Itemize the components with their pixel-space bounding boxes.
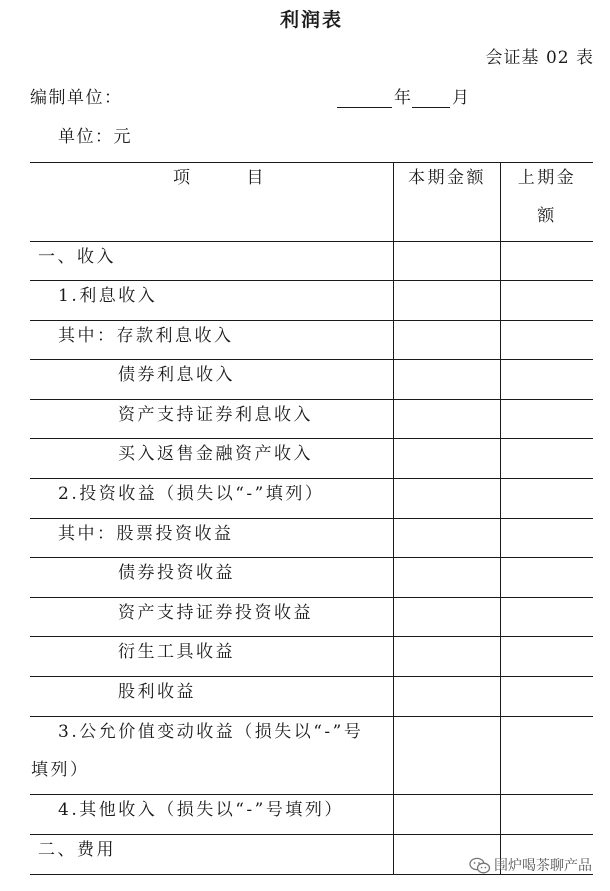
prior-period-value-cell [500, 321, 593, 361]
current-period-value-cell [393, 479, 500, 519]
document-title: 利润表 [279, 9, 343, 31]
current-period-value-cell [393, 242, 500, 282]
header-prior-period-cell [500, 163, 593, 242]
header-current-period: 本期金额 [408, 167, 486, 188]
prior-period-value-cell [500, 598, 593, 638]
row-label-cell [30, 360, 393, 400]
currency-unit-label: 单位：元 [58, 127, 132, 147]
row-label: 一、收入 [38, 246, 116, 267]
row-label: 4.其他收入（损失以“-”号填列） [58, 799, 344, 820]
row-label-cell [30, 242, 393, 282]
row-label-cell [30, 519, 393, 559]
current-period-value-cell [393, 400, 500, 440]
preparer-label: 编制单位： [30, 88, 123, 108]
row-label: 其中：存款利息收入 [58, 325, 234, 346]
wechat-icon [469, 857, 491, 875]
row-label: 资产支持证券投资收益 [118, 602, 313, 623]
header-current-period-cell [393, 163, 500, 242]
row-label-cell [30, 835, 393, 875]
row-label: 2.投资收益（损失以“-”填列） [58, 484, 325, 505]
year-label: 年 [394, 88, 413, 108]
month-label: 月 [452, 88, 471, 108]
row-label-line-1: 3.公允价值变动收益（损失以“-”号 [58, 721, 364, 742]
prior-period-value-cell [500, 360, 593, 400]
row-label-cell [30, 439, 393, 479]
prior-period-value-cell [500, 281, 593, 321]
month-blank-line [412, 88, 450, 108]
header-item-cell [30, 163, 393, 242]
current-period-value-cell [393, 360, 500, 400]
income-statement-table [30, 162, 593, 875]
prior-period-value-cell [500, 558, 593, 598]
row-label: 买入返售金融资产收入 [118, 444, 313, 465]
current-period-value-cell [393, 439, 500, 479]
header-item: 项 目 [173, 167, 266, 188]
prior-period-value-cell [500, 637, 593, 677]
watermark-text: 围炉喝茶聊产品 [494, 858, 592, 874]
row-label-cell [30, 281, 393, 321]
row-label: 衍生工具收益 [118, 642, 235, 663]
current-period-value-cell [393, 321, 500, 361]
row-label-cell [30, 321, 393, 361]
current-period-value-cell [393, 677, 500, 717]
row-label: 二、费用 [38, 839, 116, 860]
row-label-cell [30, 598, 393, 638]
current-period-value-cell [393, 717, 500, 795]
prior-period-value-cell [500, 717, 593, 795]
row-label: 股利收益 [118, 682, 196, 703]
current-period-value-cell [393, 598, 500, 638]
row-label: 债券利息收入 [118, 365, 235, 386]
row-label-cell [30, 400, 393, 440]
prior-period-value-cell [500, 439, 593, 479]
row-label-cell [30, 677, 393, 717]
row-label-line-2: 填列） [31, 759, 90, 780]
form-code: 会证基 02 表 [485, 48, 594, 68]
row-label-cell [30, 717, 393, 795]
current-period-value-cell [393, 637, 500, 677]
prior-period-value-cell [500, 677, 593, 717]
row-label: 资产支持证券利息收入 [118, 404, 313, 425]
row-label-cell [30, 795, 393, 835]
row-label: 债券投资收益 [118, 563, 235, 584]
header-prior-period: 上期金额 [517, 167, 577, 226]
row-label-cell [30, 479, 393, 519]
current-period-value-cell [393, 519, 500, 559]
row-label-cell [30, 558, 393, 598]
current-period-value-cell [393, 281, 500, 321]
prior-period-value-cell [500, 519, 593, 559]
prior-period-value-cell [500, 400, 593, 440]
prior-period-value-cell [500, 479, 593, 519]
row-label: 其中：股票投资收益 [58, 523, 234, 544]
current-period-value-cell [393, 795, 500, 835]
current-period-value-cell [393, 558, 500, 598]
prior-period-value-cell [500, 242, 593, 282]
prior-period-value-cell [500, 795, 593, 835]
year-blank-line [337, 88, 392, 108]
row-label-cell [30, 637, 393, 677]
row-label: 1.利息收入 [58, 286, 158, 307]
